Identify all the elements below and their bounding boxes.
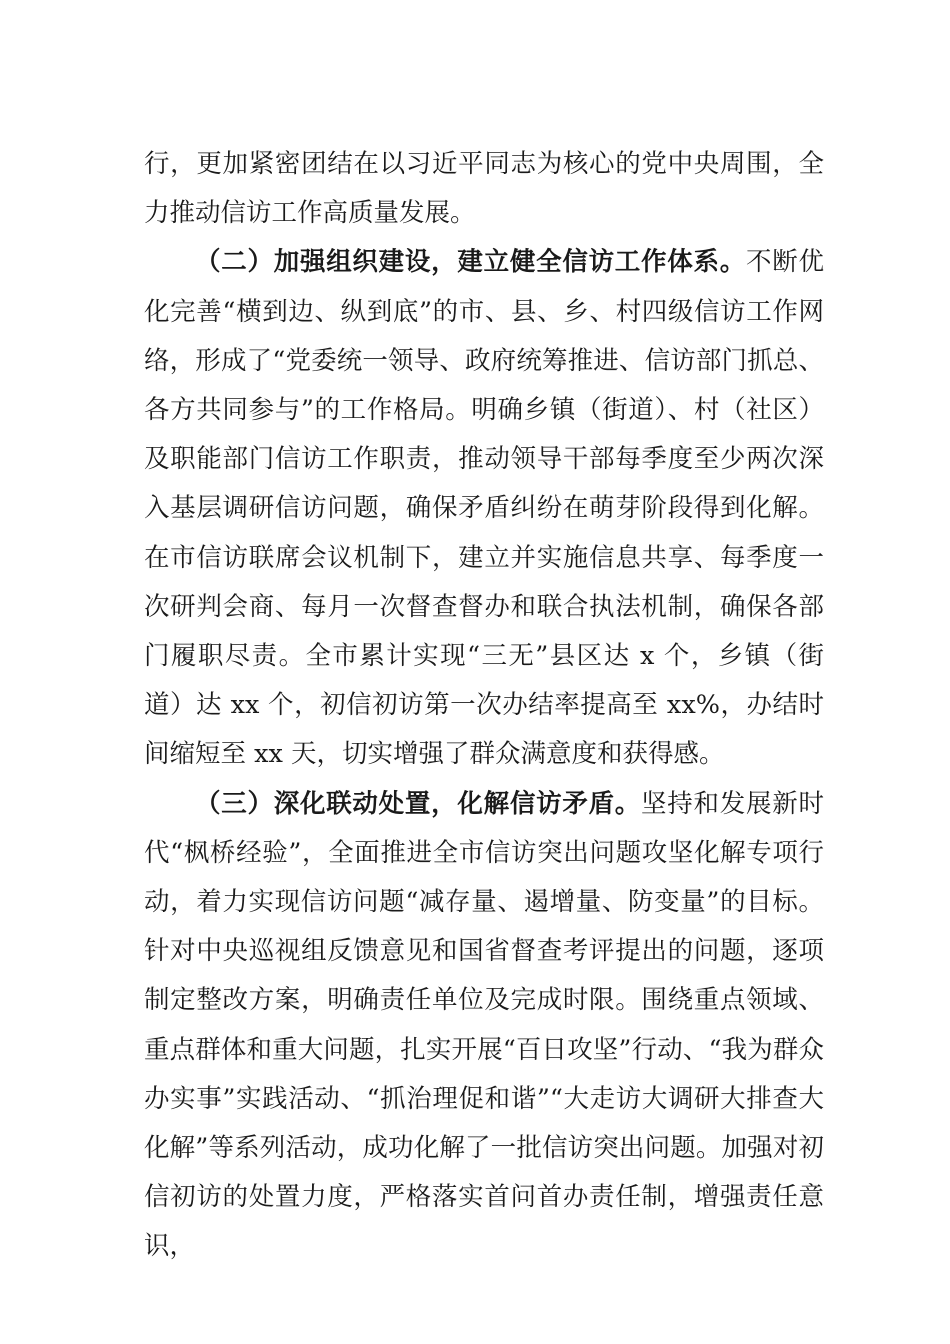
paragraph-text: 坚持和发展新时代“枫桥经验”，全面推进全市信访突出问题攻坚化解专项行动，着力实现信访问题“减存量、遏增量、防变量”的目标。针对中央巡视组反馈意见和国省督查考评提出的问题，逐项制定整改方案，明确责任单位及完成时限。围绕重点领域、重点群体和重大问题，扎实开展“百日攻坚”行动、“我为群众办实事”实践活动、“抓治理促和谐”“大走访大调研大排查大化解”等系列活动，成功化解了一批信访突出问题。加强对初信初访的处置力度，严格落实首问首办责任制，增强责任意识，: [144, 788, 824, 1262]
paragraph-organization-building: [144, 238, 824, 779]
document-body: [144, 140, 824, 1272]
paragraph-heading: （三）深化联动处置，化解信访矛盾。: [195, 788, 642, 819]
paragraph-linked-handling: [144, 780, 824, 1272]
paragraph-continuation: [144, 140, 824, 238]
paragraph-text: 行，更加紧密团结在以习近平同志为核心的党中央周围，全力推动信访工作高质量发展。: [144, 149, 824, 229]
paragraph-text: 不断优化完善“横到边、纵到底”的市、县、乡、村四级信访工作网络，形成了“党委统一领导、政府统筹推进、信访部门抓总、各方共同参与”的工作格局。明确乡镇（街道）、村（社区）及职能部门信访工作职责，推动领导干部每季度至少两次深入基层调研信访问题，确保矛盾纠纷在萌芽阶段得到化解。在市信访联席会议机制下，建立并实施信息共享、每季度一次研判会商、每月一次督查督办和联合执法机制，确保各部门履职尽责。全市累计实现“三无”县区达 x 个，乡镇（街道）达 xx 个，初信初访第一次办结率提高至 xx%，办结时间缩短至 xx 天，切实增强了群众满意度和获得感。: [144, 247, 824, 770]
paragraph-heading: （二）加强组织建设，建立健全信访工作体系。: [195, 247, 746, 278]
